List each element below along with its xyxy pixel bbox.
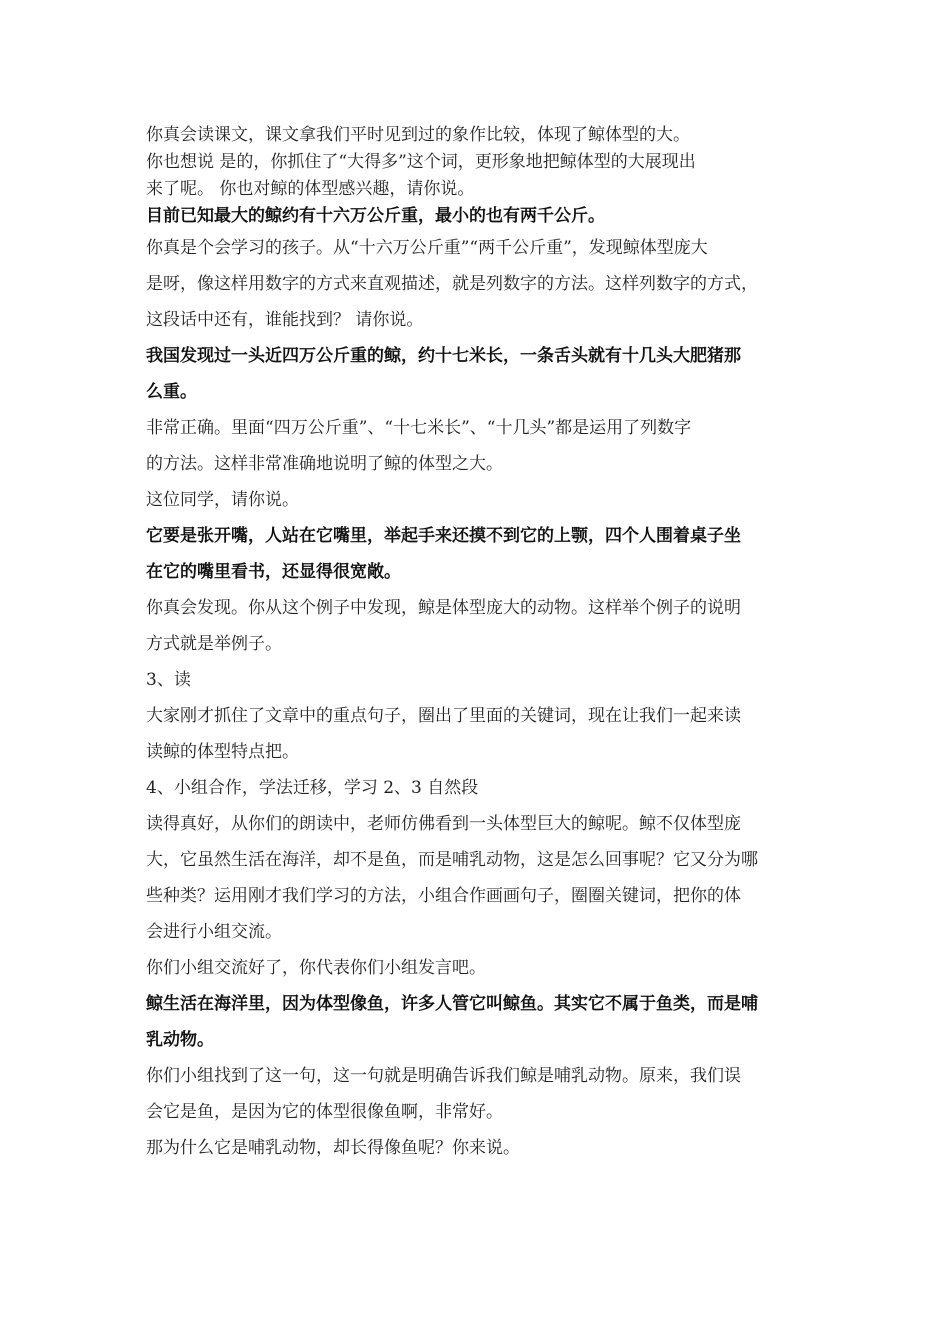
text-line: 非常正确。里面“四万公斤重”、“十七米长”、“十几头”都是运用了列数字 bbox=[146, 418, 692, 438]
text-line: 这位同学，请你说。 bbox=[146, 490, 299, 510]
bold-text-line: 乳动物。 bbox=[146, 1030, 214, 1050]
text-line: 些种类？运用刚才我们学习的方法，小组合作画画句子，圈圈关键词，把你的体 bbox=[146, 886, 741, 906]
section-heading: 3、读 bbox=[146, 670, 191, 690]
text-line: 方式就是举例子。 bbox=[146, 634, 282, 654]
document-body bbox=[146, 122, 810, 1166]
bold-text-line: 么重。 bbox=[146, 382, 197, 402]
text-line: 你真是个会学习的孩子。从“十六万公斤重”“两千公斤重”，发现鲸体型庞大 bbox=[146, 238, 708, 258]
text-line: 来了呢。 你也对鲸的体型感兴趣，请你说。 bbox=[146, 179, 475, 199]
text-line: 是呀，像这样用数字的方式来直观描述，就是列数字的方法。这样列数字的方式， bbox=[146, 274, 758, 294]
text-line: 读鲸的体型特点把。 bbox=[146, 742, 299, 762]
text-line: 你们小组交流好了，你代表你们小组发言吧。 bbox=[146, 958, 486, 978]
text-line: 会它是鱼，是因为它的体型很像鱼啊，非常好。 bbox=[146, 1102, 503, 1122]
bold-text-line: 鲸生活在海洋里，因为体型像鱼，许多人管它叫鲸鱼。其实它不属于鱼类，而是哺 bbox=[146, 994, 758, 1014]
text-line: 读得真好，从你们的朗读中，老师仿佛看到一头体型巨大的鲸呢。鲸不仅体型庞 bbox=[146, 814, 741, 834]
bold-text-line: 在它的嘴里看书，还显得很宽敞。 bbox=[146, 562, 401, 582]
text-line: 这段话中还有，谁能找到？ 请你说。 bbox=[146, 310, 424, 330]
text-line: 的方法。这样非常准确地说明了鲸的体型之大。 bbox=[146, 454, 503, 474]
bold-text-line: 我国发现过一头近四万公斤重的鲸，约十七米长，一条舌头就有十几头大肥猪那 bbox=[146, 346, 741, 366]
text-line: 你也想说 是的，你抓住了“大得多”这个词，更形象地把鲸体型的大展现出 bbox=[146, 152, 696, 172]
text-line: 会进行小组交流。 bbox=[146, 922, 282, 942]
bold-text-line: 它要是张开嘴，人站在它嘴里，举起手来还摸不到它的上颚，四个人围着桌子坐 bbox=[146, 526, 741, 546]
text-line: 你真会读课文，课文拿我们平时见到过的象作比较，体现了鲸体型的大。 bbox=[146, 125, 690, 145]
bold-text-line: 目前已知最大的鲸约有十六万公斤重，最小的也有两千公斤。 bbox=[146, 206, 605, 226]
section-heading: 4、小组合作，学法迁移，学习 2、3 自然段 bbox=[146, 778, 479, 798]
text-line: 你们小组找到了这一句，这一句就是明确告诉我们鲸是哺乳动物。原来，我们误 bbox=[146, 1066, 741, 1086]
text-line: 大，它虽然生活在海洋，却不是鱼，而是哺乳动物，这是怎么回事呢？它又分为哪 bbox=[146, 850, 758, 870]
text-line: 那为什么它是哺乳动物，却长得像鱼呢？你来说。 bbox=[146, 1138, 520, 1158]
text-line: 大家刚才抓住了文章中的重点句子，圈出了里面的关键词，现在让我们一起来读 bbox=[146, 706, 741, 726]
text-line: 你真会发现。你从这个例子中发现，鲸是体型庞大的动物。这样举个例子的说明 bbox=[146, 598, 741, 618]
